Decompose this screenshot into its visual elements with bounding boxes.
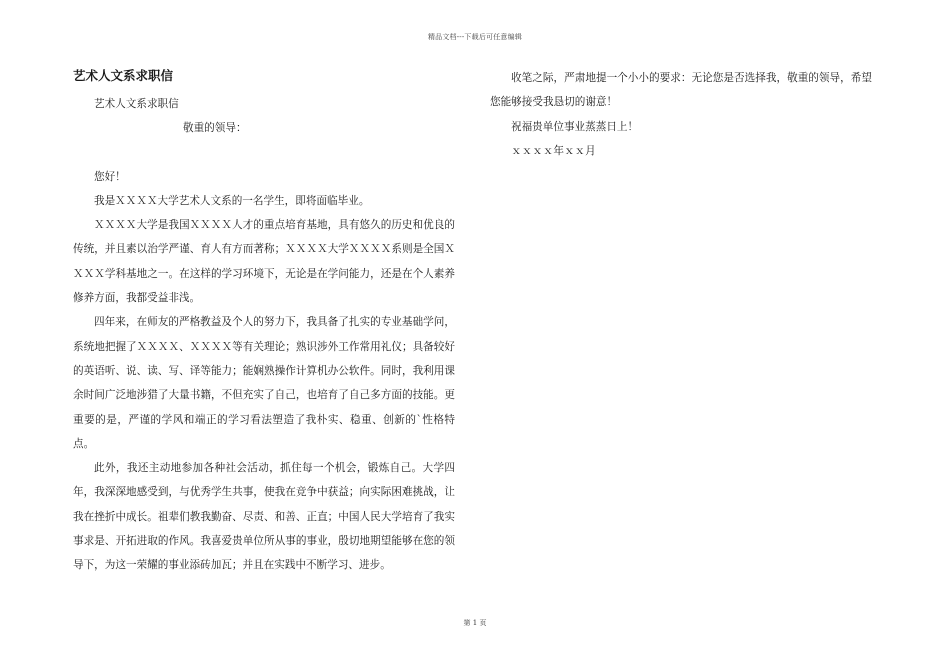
letter-date: ｘｘｘｘ年ｘｘ月 — [511, 144, 596, 157]
left-column — [73, 66, 455, 578]
document-subtitle: 艺术人文系求职信 — [94, 98, 179, 110]
body-paragraph-intro: 我是ＸＸＸＸ大学艺术人文系的一名学生，即将面临毕业。 — [94, 194, 370, 207]
document-title: 艺术人文系求职信 — [73, 68, 174, 83]
closing-paragraph-wishes: 祝福贵单位事业蒸蒸日上！ — [511, 120, 639, 133]
greeting: 您好！ — [94, 170, 126, 183]
body-paragraph-university: ＸＸＸＸ大学是我国ＸＸＸＸ人才的重点培育基地，具有悠久的历史和优良的传统，并且素以治学严谨、育人有方而著称；ＸＸＸＸ大学ＸＸＸＸ系则是全国ＸＸＸＸ学科基地之一。在这样的学习环境下，无论是在学问能力，还是在个人素养修养方面，我都受益非浅。 — [73, 219, 455, 305]
page-number: 第 1 页 — [463, 619, 487, 627]
page-header-note: 精品文档---下载后可任意编辑 — [427, 33, 523, 41]
body-paragraph-skills: 四年来，在师友的严格教益及个人的努力下，我具备了扎实的专业基础学问，系统地把握了ＸＸＸＸ、ＸＸＸＸ等有关理论；熟识涉外工作常用礼仪；具备较好的英语听、说、读、写、译等能力；能娴熟操作计算机办公软件。同时，我利用课余时间广泛地涉猎了大量书籍，不但充实了自己，也培育了自己多方面的技能。更重要的是，严谨的学风和端正的学习看法塑造了我朴实、稳重、创新的`性格特点。 — [73, 316, 455, 450]
right-column — [490, 66, 872, 163]
body-paragraph-activities: 此外，我还主动地参加各种社会活动，抓住每一个机会，锻炼自己。大学四年，我深深地感受到，与优秀学生共事，使我在竞争中获益；向实际困难挑战，让我在挫折中成长。祖辈们教我勤奋、尽责、和善、正直；中国人民大学培育了我实事求是、开拓进取的作风。我喜爱贵单位所从事的事业，殷切地期望能够在您的领导下，为这一荣耀的事业添砖加瓦；并且在实践中不断学习、进步。 — [73, 462, 455, 572]
closing-paragraph-request: 收笔之际，严肃地提一个小小的要求：无论您是否选择我，敬重的领导，希望您能够接受我恳切的谢意！ — [490, 72, 872, 109]
blank-line — [73, 141, 455, 165]
salutation: 敬重的领导： — [183, 122, 247, 135]
